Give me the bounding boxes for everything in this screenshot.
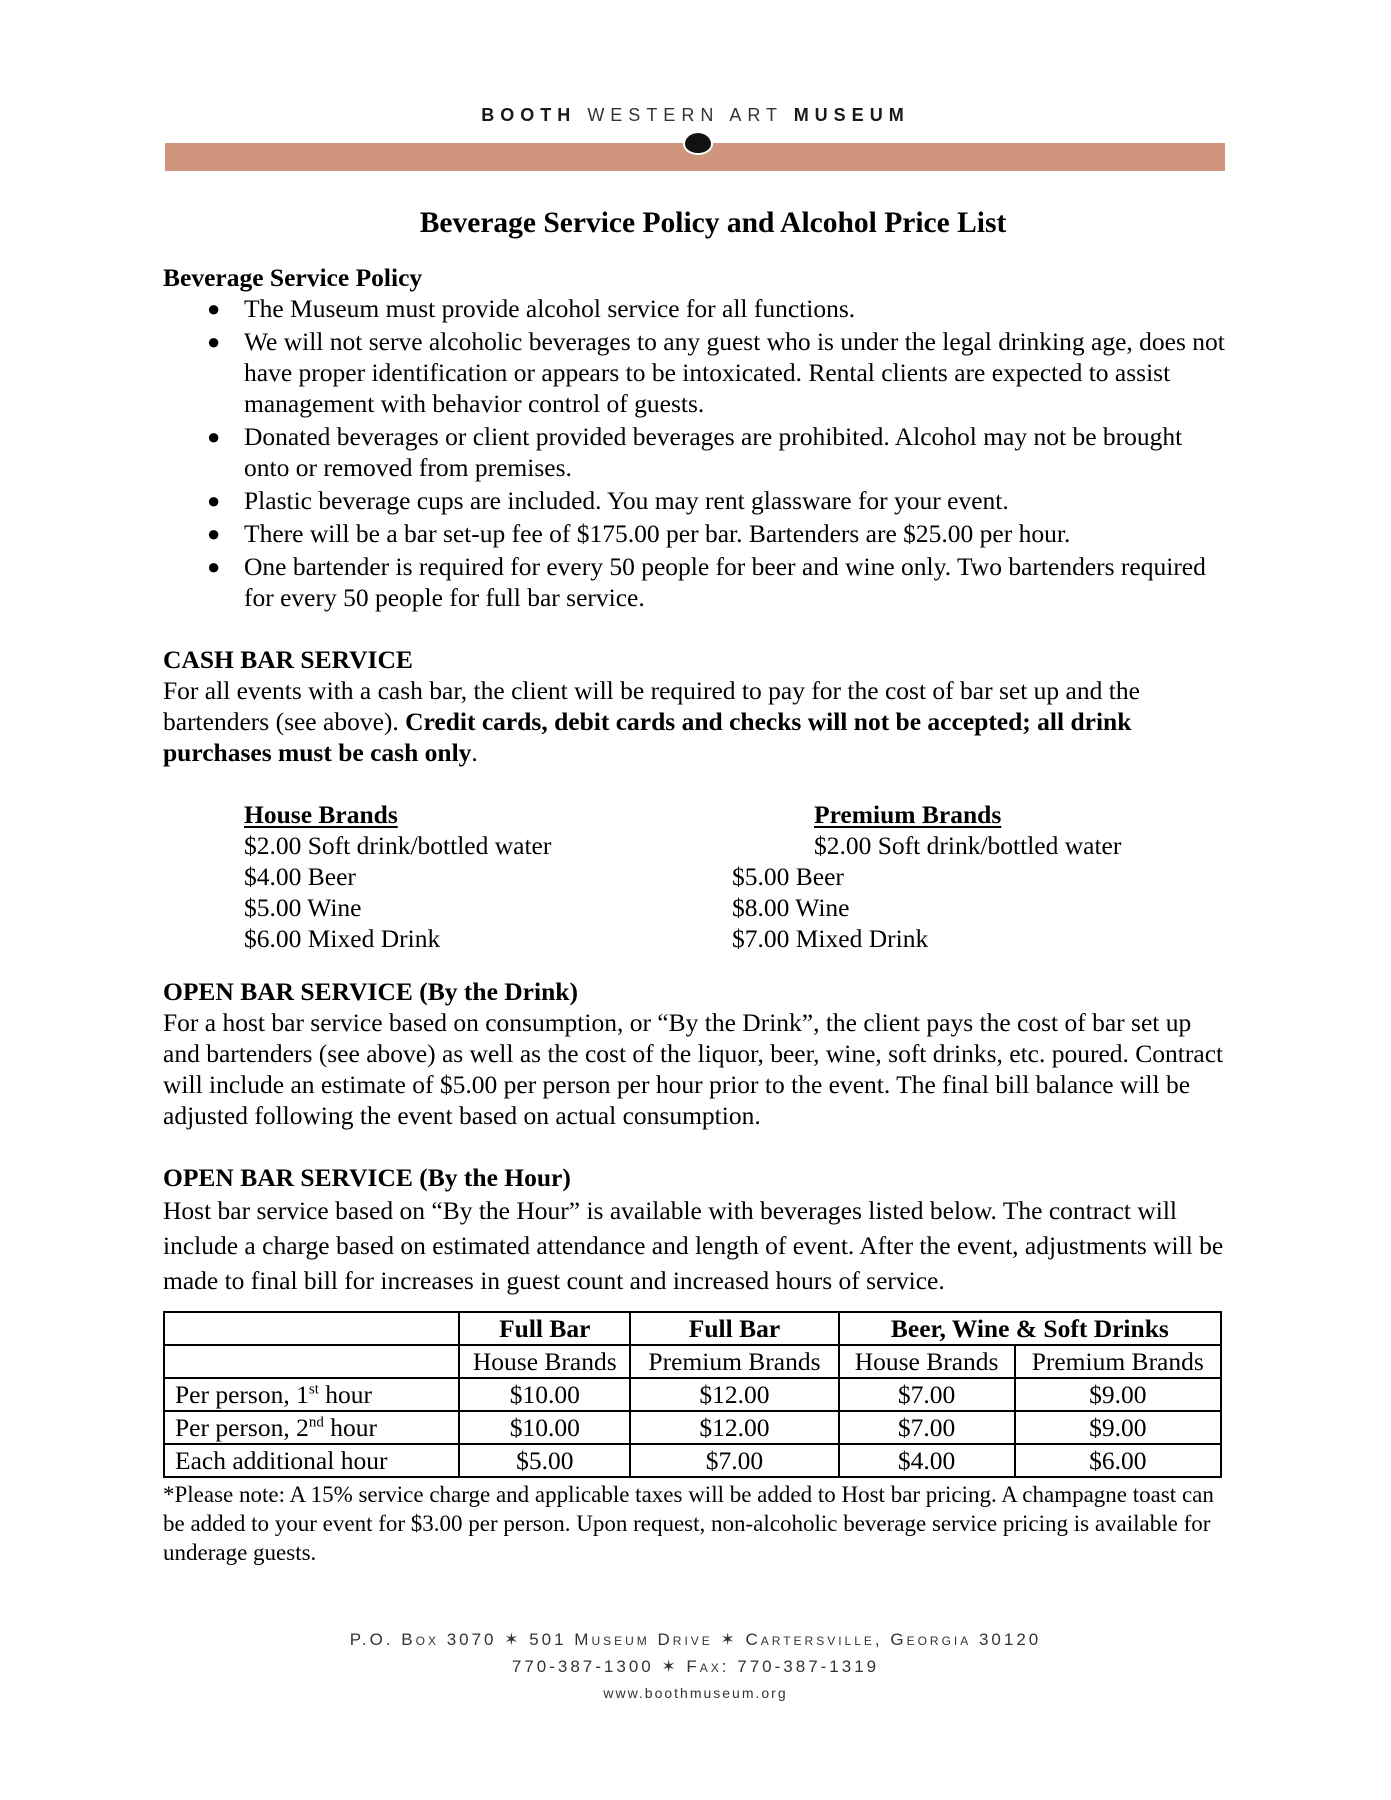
bullet-icon: ● (207, 329, 221, 354)
footer-address: P.O. Box 3070 ✶ 501 Museum Drive ✶ Cartersville, Georgia 30120 (349, 1630, 1042, 1649)
price-item: $5.00 Beer (732, 862, 844, 891)
table-subheader-row (164, 1345, 1221, 1378)
price-item: $6.00 Mixed Drink (244, 924, 441, 953)
price-cell: $10.00 (459, 1378, 630, 1411)
subheader-cell: House Brands (839, 1345, 1015, 1378)
bullet-icon: ● (207, 424, 221, 449)
open-bar-drink-text: For a host bar service based on consumption, or “By the Drink”, the client pays the cost of bar set up and bartenders (see above) as well as the cost of the liquor, beer, wine, soft drinks, etc. poured. Contract will include an estimate of $5.00 per person per hour prior to the event. The final bill balance will be adjusted following the event based on actual consumption. (163, 1008, 1224, 1130)
policy-item: ● Donated beverages or client provided beverages are prohibited. Alcohol may not be brought onto or removed from premises. (207, 422, 1183, 482)
policy-list (163, 293, 1233, 613)
subheader-cell: Premium Brands (630, 1345, 838, 1378)
open-bar-drink-section (163, 976, 1233, 1131)
house-brands-list (244, 799, 551, 954)
bullet-icon: ● (207, 554, 221, 579)
table-row (164, 1411, 1221, 1444)
logo-word-booth: BOOTH (481, 105, 577, 125)
group-header-beer-wine: Beer, Wine & Soft Drinks (839, 1312, 1221, 1345)
price-cell: $10.00 (459, 1411, 630, 1444)
policy-item: ● We will not serve alcoholic beverages to any guest who is under the legal drinking age, does not have proper identification or appears to be intoxicated. Rental clients are expected to assist management with behavior control of guests. (207, 327, 1225, 418)
logo-word-western-art: WESTERN ART (587, 105, 783, 125)
subheader-cell: House Brands (459, 1345, 630, 1378)
bullet-icon: ● (207, 296, 221, 321)
policy-item: ● There will be a bar set-up fee of $175.00 per bar. Bartenders are $25.00 per hour. (207, 519, 1071, 548)
policy-item: ● One bartender is required for every 50 people for beer and wine only. Two bartenders required for every 50 people for full bar service. (207, 552, 1206, 612)
price-cell: $7.00 (630, 1444, 838, 1477)
price-cell: $9.00 (1015, 1411, 1221, 1444)
price-cell: $7.00 (839, 1411, 1015, 1444)
open-bar-hour-section (163, 1162, 1233, 1298)
footer-website[interactable]: www.boothmuseum.org (603, 1685, 788, 1701)
house-brands-heading: House Brands (244, 800, 398, 829)
price-item: $4.00 Beer (244, 862, 356, 891)
price-cell: $6.00 (1015, 1444, 1221, 1477)
row-label: Per person, 1st hour (164, 1378, 459, 1411)
table-cell (164, 1312, 459, 1345)
price-cell: $12.00 (630, 1411, 838, 1444)
table-row (164, 1378, 1221, 1411)
price-item: $2.00 Soft drink/bottled water (244, 831, 552, 860)
price-cell: $7.00 (839, 1378, 1015, 1411)
table-cell (164, 1345, 459, 1378)
policy-item: ● Plastic beverage cups are included. You may rent glassware for your event. (207, 486, 1009, 515)
price-cell: $12.00 (630, 1378, 838, 1411)
document-body (163, 200, 1233, 1567)
price-item: $8.00 Wine (732, 893, 850, 922)
logo-dot-icon (683, 133, 713, 155)
table-group-header-row (164, 1312, 1221, 1345)
cash-bar-heading: CASH BAR SERVICE (163, 645, 413, 674)
price-cell: $4.00 (839, 1444, 1015, 1477)
open-bar-hour-text: Host bar service based on “By the Hour” is available with beverages listed below. The contract will include a charge based on estimated attendance and length of event. After the event, adjustments will be made to final bill for increases in guest count and increased hours of service. (163, 1196, 1224, 1295)
premium-brands-heading: Premium Brands (814, 800, 1002, 829)
bullet-icon: ● (207, 521, 221, 546)
price-cell: $5.00 (459, 1444, 630, 1477)
row-label: Each additional hour (164, 1444, 459, 1477)
subheader-cell: Premium Brands (1015, 1345, 1221, 1378)
policy-heading: Beverage Service Policy (163, 263, 423, 292)
cash-bar-text: For all events with a cash bar, the client will be required to pay for the cost of bar set up and the bartenders (see above). Credit cards, debit cards and checks will not be accepted; all drink purchases must be cash only. (163, 676, 1140, 767)
open-bar-hour-heading: OPEN BAR SERVICE (By the Hour) (163, 1163, 571, 1192)
cash-price-lists (163, 799, 1233, 964)
museum-logo (0, 105, 1391, 126)
table-row (164, 1444, 1221, 1477)
row-label: Per person, 2nd hour (164, 1411, 459, 1444)
price-item: $2.00 Soft drink/bottled water (814, 831, 1122, 860)
cash-bar-section (163, 644, 1233, 964)
pricing-note: *Please note: A 15% service charge and applicable taxes will be added to Host bar pricing. A champagne toast can be added to your event for $3.00 per person. Upon request, non-alcoholic beverage service pricing is available for underage guests. (163, 1482, 1214, 1565)
price-item: $7.00 Mixed Drink (732, 924, 929, 953)
policy-section (163, 262, 1233, 613)
group-header-full-bar-premium: Full Bar (630, 1312, 838, 1345)
logo-word-museum: MUSEUM (793, 105, 910, 125)
open-bar-drink-heading: OPEN BAR SERVICE (By the Drink) (163, 977, 578, 1006)
hourly-rates-table (163, 1311, 1222, 1478)
policy-item: ● The Museum must provide alcohol service for all functions. (207, 294, 856, 323)
price-item: $5.00 Wine (244, 893, 362, 922)
price-cell: $9.00 (1015, 1378, 1221, 1411)
page-title: Beverage Service Policy and Alcohol Price List (419, 207, 1007, 239)
group-header-full-bar-house: Full Bar (459, 1312, 630, 1345)
footer-phone: 770-387-1300 ✶ Fax: 770-387-1319 (511, 1657, 880, 1676)
bullet-icon: ● (207, 488, 221, 513)
premium-brands-list (732, 799, 1121, 954)
